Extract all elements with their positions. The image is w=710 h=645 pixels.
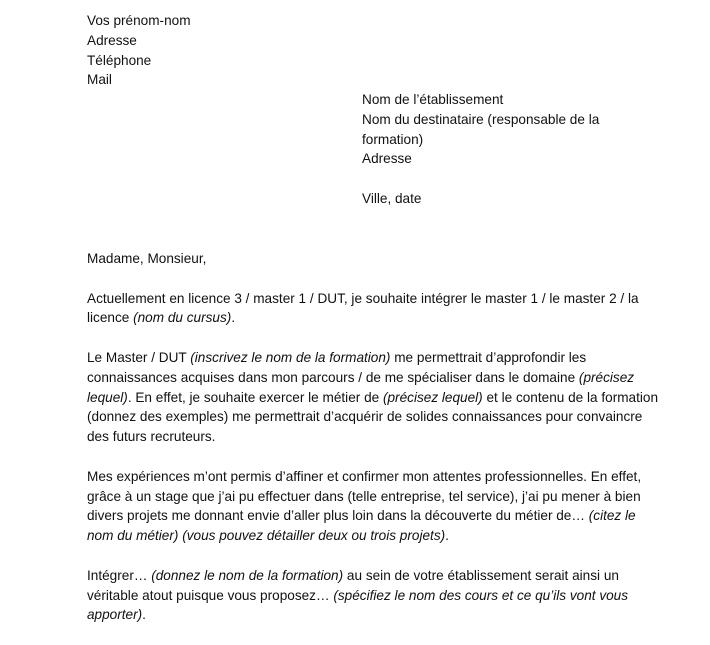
p2-placeholder-domain: (précisez lequel) xyxy=(87,369,635,405)
sender-address: Adresse xyxy=(87,32,137,48)
sender-block xyxy=(87,11,191,90)
p4-text-a: Intégrer… xyxy=(87,567,152,583)
p4-placeholder-courses: (spécifiez le nom des cours et ce qu’ils vont vous apporter) xyxy=(87,587,629,623)
p2-placeholder-formation: (inscrivez le nom de la formation) xyxy=(190,349,391,365)
letter-body xyxy=(87,249,662,645)
recipient-addressee-line2: formation) xyxy=(362,131,424,147)
recipient-block xyxy=(362,90,662,209)
p2-text-e: . En effet, je souhaite exercer le métier de xyxy=(127,389,383,405)
salutation: Madame, Monsieur, xyxy=(87,251,207,266)
p1-text: Actuellement en licence 3 / master 1 / DUT, je souhaite intégrer le master 1 / le master 2 / la licence xyxy=(87,290,639,326)
p4-placeholder-formation: (donnez le nom de la formation) xyxy=(151,567,344,583)
p1-end: . xyxy=(231,310,236,326)
sender-name: Vos prénom-nom xyxy=(87,13,191,28)
paragraph-integration xyxy=(87,566,662,625)
p2-text-a: Le Master / DUT xyxy=(87,349,191,365)
recipient-addressee-line1: Nom du destinataire (responsable de la xyxy=(362,111,600,127)
p3-end: . xyxy=(445,528,449,544)
p1-placeholder: (nom du cursus) xyxy=(133,310,232,326)
sender-mail: Mail xyxy=(87,72,112,88)
recipient-address: Adresse xyxy=(362,151,412,167)
paragraph-experience xyxy=(87,467,662,546)
p3-placeholder: (citez le nom du métier) (vous pouvez détailler deux ou trois projets) xyxy=(87,508,636,544)
paragraph-program-motivation xyxy=(87,348,662,447)
paragraph-current-studies xyxy=(87,289,662,329)
place-date: Ville, date xyxy=(362,190,422,206)
recipient-institution: Nom de l’établissement xyxy=(362,92,504,107)
sender-phone: Téléphone xyxy=(87,52,152,68)
p2-text-c: me permettrait d’approfondir les connaissances acquises dans mon parcours / de me spécialiser dans le domaine xyxy=(87,349,587,385)
p2-text-g: et le contenu de la formation (donnez des exemples) me permettrait d’acquérir de solides connaissances pour convaincre des futurs recruteurs. xyxy=(87,389,659,445)
p3-text: Mes expériences m’ont permis d’affiner et confirmer mon attentes professionnelles. En effet, grâce à un stage que j’ai pu effectuer dans (telle entreprise, tel service), j’ai pu mener à bien divers projets me donnant envie d’aller plus loin dans la découverte du métier de… xyxy=(87,468,642,524)
p4-end: . xyxy=(142,607,146,623)
p2-placeholder-job: (précisez lequel) xyxy=(382,389,483,405)
p4-text-c: au sein de votre établissement serait ainsi un véritable atout puisque vous proposez… xyxy=(87,567,619,603)
